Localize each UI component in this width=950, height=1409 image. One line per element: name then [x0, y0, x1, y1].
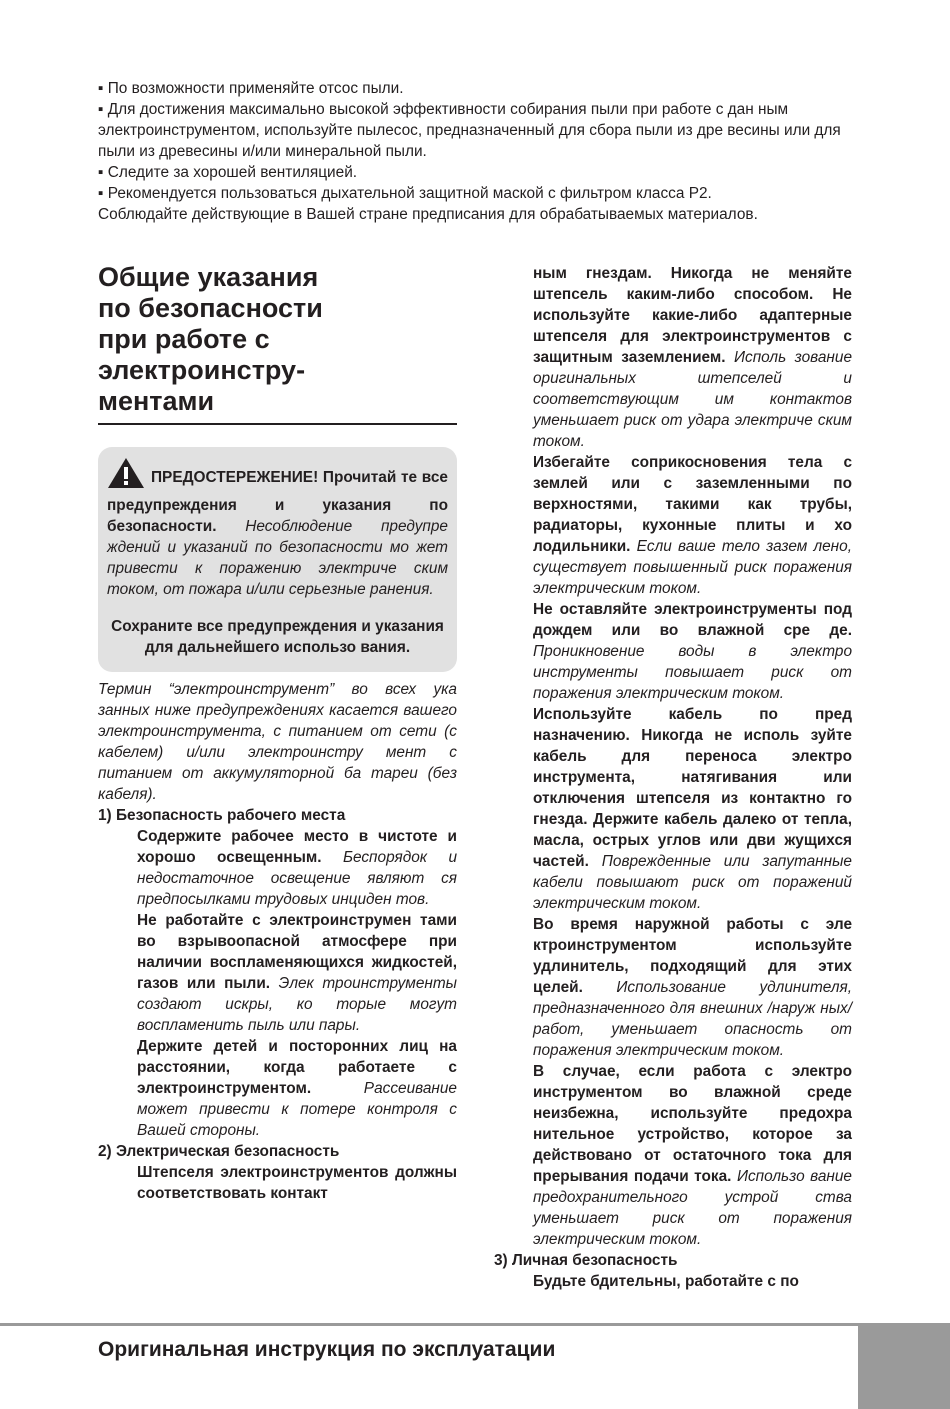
intro-paragraph: Термин “электроинструмент” во всех ука занных ниже предупреждениях касается вашего электроинструмента, с питанием от сети (с кабелем) и/или электроинстру мент с питанием от аккумуляторной ба тареи (без кабеля).	[98, 681, 457, 803]
section-heading-workplace: 1) Безопасность рабочего места	[98, 807, 346, 824]
warning-box	[98, 447, 457, 672]
safety-item: Будьте бдительны, работайте с по	[533, 1273, 799, 1290]
section-title: Общие указания по безопасности при работе с электроинстру- ментами	[98, 262, 323, 416]
bullet-item: ▪ Рекомендуется пользоваться дыхательной защитной маской с фильтром класса Р2.	[98, 185, 712, 202]
bullet-item: ▪ По возможности применяйте отсос пыли.	[98, 80, 404, 97]
safety-item: Не работайте с электроинструмен тами во взрывоопасной атмосфере при наличии воспламеняющихся жидкостей, газов или пыли. Элек троинструменты создают искры, ко торые могут воспламенить пыль или пары.	[137, 912, 457, 1034]
safety-item: В случае, если работа с электро инструментом во влажной среде неизбежна, используйте предохра нительное устройство, которое за действовано от остаточного тока для прерывания подачи тока. Использо вание предохранительного устрой ства уменьшает риск от поражения электрическим током.	[533, 1063, 852, 1248]
title-underline	[98, 423, 457, 425]
bullet-item: ▪ Следите за хорошей вентиляцией.	[98, 164, 358, 181]
section-heading-electrical: 2) Электрическая безопасность	[98, 1143, 340, 1160]
warning-text: Несоблюдение предупре ждений и указаний по безопасности мо жет привести к поражению электриче ским током, от пожара и/или серьезные ранения.	[107, 518, 448, 598]
warning-heading: ПРЕДОСТЕРЕЖЕНИЕ! Прочитай те все предупреждения и указания по безопасности.	[107, 469, 448, 535]
left-column	[98, 262, 457, 1204]
safety-item: ным гнездам. Никогда не меняйте штепсель каким-либо способом. Не используйте какие-либо адаптерные штепселя для электроинструментов с защитным заземлением. Исполь зование оригинальных штепселей и соответствующим им контактов уменьшает риск от удара электриче ским током.	[533, 265, 853, 450]
section-heading-personal: 3) Личная безопасность	[494, 1252, 678, 1269]
top-bullet-list	[98, 78, 858, 225]
safety-item: Содержите рабочее место в чистоте и хорошо освещенным. Беспорядок и недостаточное освещение являют ся предпосылками трудовых инциден тов.	[137, 828, 457, 908]
safety-item: Избегайте соприкосновения тела с землей или с заземленными по верхностями, такими как трубы, радиаторы, кухонные плиты и хо лодильники. Если ваше тело зазем лено, существует повышенный риск поражения электрическим током.	[533, 454, 852, 597]
safety-item: Штепселя электроинструментов должны соответствовать контакт	[137, 1164, 457, 1202]
safety-item: Держите детей и посторонних лиц на расстоянии, когда работаете с электроинструментом. Рассеивание может привести к потере контроля с Вашей стороны.	[137, 1038, 457, 1139]
safety-item: Не оставляйте электроинструменты под дождем или во влажной сре де. Проникновение воды в электро инструменты повышает риск от поражения электрическим током.	[533, 601, 852, 702]
save-instructions-note: Сохраните все предупреждения и указания для дальнейшего использо вания.	[111, 618, 444, 656]
warning-triangle-icon	[107, 457, 145, 495]
regulation-note: Соблюдайте действующие в Вашей стране предписания для обрабатываемых материалов.	[98, 206, 758, 223]
bullet-item: ▪ Для достижения максимально высокой эффективности собирания пыли при работе с дан ным электроинструментом, используйте пылесос, предназначенный для сбора пыли из дре весины или для пыли из древесины и/или минеральной пыли.	[98, 101, 841, 160]
safety-item: Во время наружной работы с эле ктроинструментом используйте удлинитель, подходящий для этих целей. Использование удлинителя, предназначенного для внешних /наруж ных/ работ, уменьшает опасность от поражения электрическим током.	[533, 916, 852, 1059]
safety-item: Используйте кабель по пред назначению. Никогда не исполь зуйте кабель для переноса электро инструмента, натягивания или отключения штепселя из контактно го гнезда. Держите кабель далеко от тепла, масла, острых углов или дви жущихся частей. Поврежденные или запутанные кабели повышают риск от поражений электрическим током.	[533, 706, 852, 912]
right-column	[494, 263, 852, 1292]
page-tab	[858, 1323, 950, 1409]
footer-title: Оригинальная инструкция по эксплуатации	[98, 1338, 556, 1361]
footer-rule	[0, 1323, 858, 1326]
